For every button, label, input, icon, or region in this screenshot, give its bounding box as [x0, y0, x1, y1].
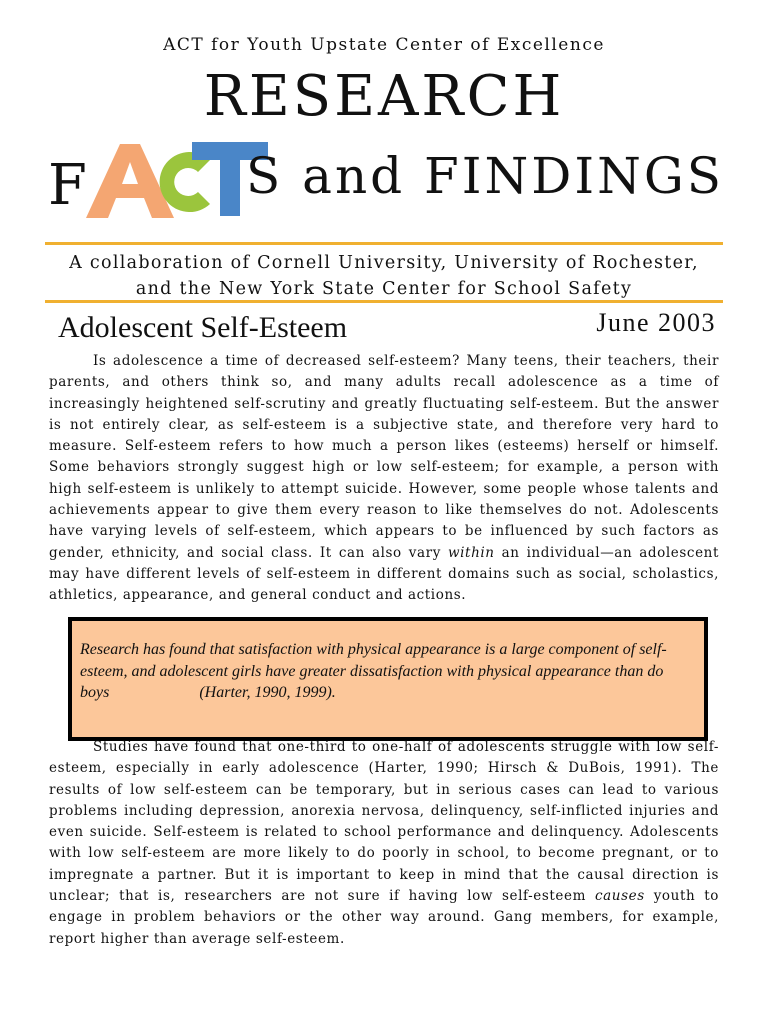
paragraph-1: Is adolescence a time of decreased self-esteem? Many teens, their teachers, their parents, and others think so, and many adults recall adolescence as a time of increasingly heightened self-scrutiny and greatly fluctuating self-esteem. But the answer is not entirely clear, as self-esteem is a subjective state, and therefore very hard to measure. Self-esteem refers to how much a person likes (esteems) herself or himself. Some behaviors strongly suggest high or low self-esteem; for example, a person with high self-esteem is unlikely to attempt suicide. However, some people whose talents and achievements appear to give them every reason to like themselves do not. Adolescents have varying levels of self-esteem, which appears to be influenced by such factors as gender, ethnicity, and social class. It can also vary within an individual—an adolescent may have different levels of self-esteem in different domains such as social, scholastics, athletics, appearance, and general conduct and actions. [49, 353, 719, 604]
bottom-rule [45, 300, 723, 303]
collaboration-note [0, 250, 768, 302]
issue-date: June 2003 [596, 308, 716, 337]
article-title: Adolescent Self-Esteem [58, 311, 348, 344]
callout-citation: (Harter, 1990, 1999). [199, 684, 336, 701]
title-letter-f: F [48, 153, 87, 218]
top-rule [45, 242, 723, 245]
newsletter-title-line2 [48, 140, 748, 225]
collaboration-line-1: A collaboration of Cornell University, University of Rochester, [69, 253, 699, 273]
paragraph-2: Studies have found that one-third to one-half of adolescents struggle with low self-esteem, especially in early adolescence (Harter, 1990; Hirsch & DuBois, 1991). The results of low self-esteem can be temporary, but in serious cases can lead to various problems including depression, anorexia nervosa, delinquency, self-inflicted injuries and even suicide. Self-esteem is related to school performance and delinquency. Adolescents with low self-esteem are more likely to do poorly in school, to become pregnant, or to impregnate a partner. But it is important to keep in mind that the causal direction is unclear; that is, researchers are not sure if having low self-esteem causes youth to engage in problem behaviors or the other way around. Gang members, for example, report higher than average self-esteem. [49, 739, 719, 947]
callout-box [68, 617, 708, 741]
organization-name: ACT for Youth Upstate Center of Excellence [163, 35, 605, 55]
callout-text: Research has found that satisfaction with physical appearance is a large component of self-esteem, and adolescent girls have greater dissatisfaction with physical appearance than do boys (Harter, 1990, 1999). [80, 641, 667, 701]
title-rest: S and FINDINGS [246, 147, 725, 205]
collaboration-line-2: and the New York State Center for School Safety [135, 279, 633, 299]
act-logo-letter-c [160, 152, 210, 212]
newsletter-title-line1: RESEARCH [203, 64, 565, 129]
